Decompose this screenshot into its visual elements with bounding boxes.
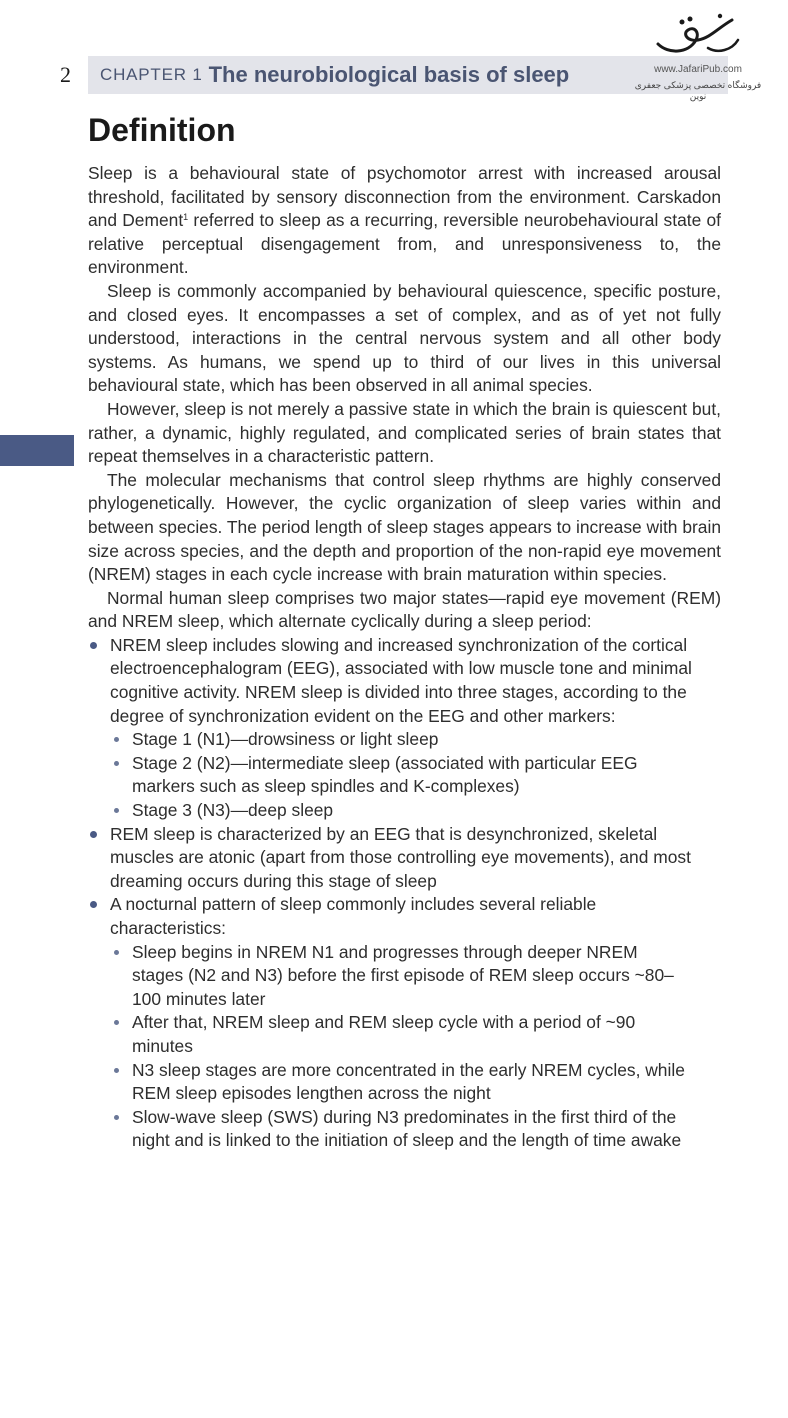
chapter-side-tab [0,435,74,466]
body-content [88,162,721,1153]
list-item: REM sleep is characterized by an EEG that is desynchronized, skeletal muscles are atonic (apart from those controlling eye movements), and most dreaming occurs during this stage of sleep [88,823,721,894]
list-item: Stage 1 (N1)—drowsiness or light sleep [110,728,713,752]
chapter-label: CHAPTER 1 [100,65,203,84]
paragraph-2: Sleep is commonly accompanied by behavioural quiescence, specific posture, and closed eyes. It encompasses a set of complex, and as of yet not fully understood, interactions in the central nervous system and all other body systems. As humans, we spend up to third of our lives in this universal behavioural state, which has been observed in all animal species. [88,280,721,396]
paragraph-3: However, sleep is not merely a passive state in which the brain is quiescent but, rather, a dynamic, highly regulated, and complicated series of brain states that repeat themselves in a characteristic pattern. [88,398,721,467]
paragraph-1: Sleep is a behavioural state of psychomotor arrest with increased arousal threshold, facilitated by sensory disconnection from the environment. Carskadon and Dement$^1$ referred to sleep as a recurring, reversible neurobehavioural state of relative perceptual disengagement from, and unresponsiveness to, the environment. [88,163,721,278]
paragraph-5: Normal human sleep comprises two major states—rapid eye movement (REM) and NREM sleep, which alternate cyclically during a sleep period: [88,587,721,632]
sub-bullet-list [110,941,713,1153]
section-heading: Definition [88,112,236,148]
list-item: Slow-wave sleep (SWS) during N3 predominates in the first third of the night and is linked to the initiation of sleep and the length of time awake [110,1106,713,1153]
paragraph-4: The molecular mechanisms that control sleep rhythms are highly conserved phylogenetically. However, the cyclic organization of sleep varies within and between species. The period length of sleep stages appears to increase with brain size across species, and the depth and proportion of the non-rapid eye movement (NREM) stages in each cycle increase with brain maturation within species. [88,469,721,585]
sub-bullet-list [110,728,713,822]
publisher-logo-icon [648,10,748,60]
list-item: Stage 2 (N2)—intermediate sleep (associated with particular EEG markers such as sleep spindles and K-complexes) [110,752,713,799]
chapter-title: The neurobiological basis of sleep [208,62,570,87]
list-item: Stage 3 (N3)—deep sleep [110,799,713,823]
list-item: Sleep begins in NREM N1 and progresses through deeper NREM stages (N2 and N3) before the first episode of REM sleep occurs ~80–100 minutes later [110,941,713,1012]
logo-persian-text: فروشگاه تخصصی پزشکی جعفری نوین [634,80,762,101]
list-item: A nocturnal pattern of sleep commonly includes several reliable characteristics: Sleep begins in NREM N1 and progresses through deeper NREM stages (N2 and N3) before the first episode of REM sleep occurs ~80–100 minutes later After that, NREM sleep and REM sleep cycle with a period of ~90 minutes N3 sleep stages are more concentrated in the early NREM cycles, while REM sleep episodes lengthen across the night Slow-wave sleep (SWS) during N3 predominates in the first third of the night and is linked to the initiation of sleep and the length of time awake [88,893,721,1153]
bullet-list [88,634,721,1153]
logo-url: www.JafariPub.com [654,64,742,75]
page-number: 2 [60,62,71,87]
list-item: NREM sleep includes slowing and increased synchronization of the cortical electroencephalogram (EEG), associated with low muscle tone and minimal cognitive activity. NREM sleep is divided into three stages, according to the degree of synchronization evident on the EEG and other markers: Stage 1 (N1)—drowsiness or light sleep Stage 2 (N2)—intermediate sleep (associated with particular EEG markers such as sleep spindles and K-complexes) Stage 3 (N3)—deep sleep [88,634,721,823]
publisher-logo [628,10,768,102]
list-item: N3 sleep stages are more concentrated in the early NREM cycles, while REM sleep episodes lengthen across the night [110,1059,713,1106]
list-item: After that, NREM sleep and REM sleep cycle with a period of ~90 minutes [110,1011,713,1058]
footnote-ref: 1 [183,212,189,223]
